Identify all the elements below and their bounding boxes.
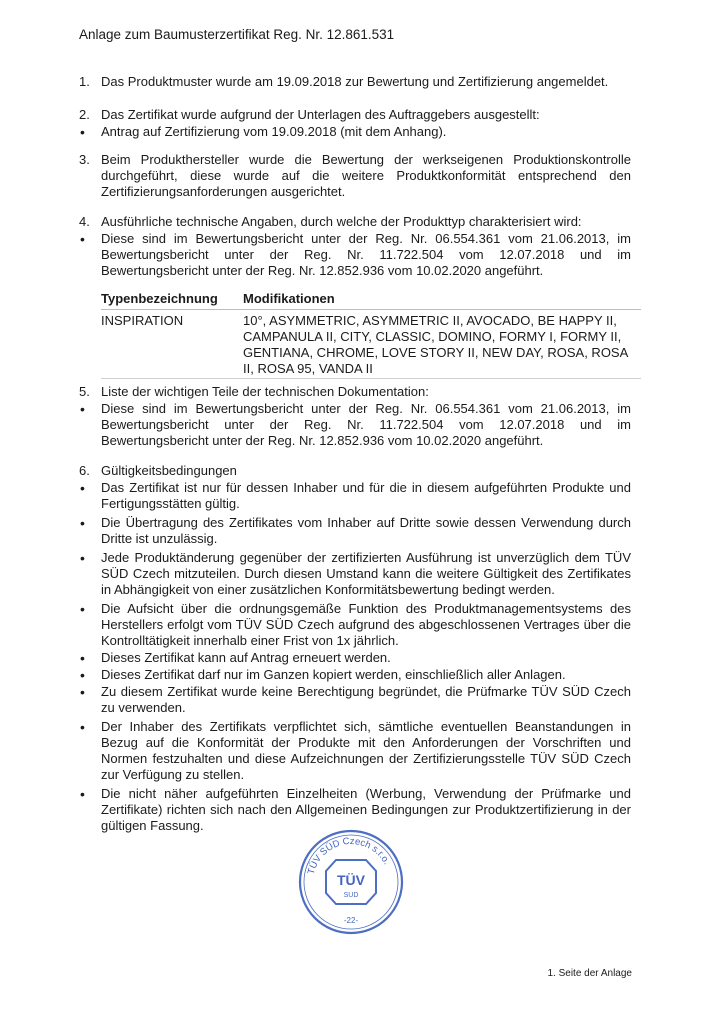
section-text: Liste der wichtigen Teile der technischen Dokumentation:	[101, 384, 429, 399]
section-number: 3.	[79, 152, 90, 167]
bullet-item: • Dieses Zertifikat darf nur im Ganzen kopiert werden, einschließlich aller Anlagen.	[79, 667, 631, 683]
stamp-logo-bottom: SÜD	[343, 892, 359, 899]
bullet-item: • Zu diesem Zertifikat wurde keine Berechtigung begründet, die Prüfmarke TÜV SÜD Czech zu verwenden.	[79, 684, 631, 716]
stamp-logo-top: TÜV	[337, 872, 365, 888]
section-text: Ausführliche technische Angaben, durch welche der Produkttyp charakterisiert wird:	[101, 214, 582, 229]
section-text: Das Zertifikat wurde aufgrund der Unterlagen des Auftraggebers ausgestellt:	[101, 107, 540, 122]
bullet-item: • Diese sind im Bewertungsbericht unter der Reg. Nr. 06.554.361 vom 21.06.2013, im Bewertungsbericht unter der Reg. Nr. 11.722.504 vom 12.07.2018 und im Bewertungsbericht unter der Reg. Nr. 12.852.936 vom 10.02.2020 angeführt.	[79, 231, 631, 279]
bullet-item: • Diese sind im Bewertungsbericht unter der Reg. Nr. 06.554.361 vom 21.06.2013, im Bewertungsbericht unter der Reg. Nr. 11.722.504 vom 12.07.2018 und im Bewertungsbericht unter der Reg. Nr. 12.852.936 vom 10.02.2020 angeführt.	[79, 401, 631, 449]
section-text: Das Produktmuster wurde am 19.09.2018 zur Bewertung und Zertifizierung angemeldet.	[101, 74, 609, 89]
page-label: 1. Seite der Anlage	[547, 968, 632, 979]
document-header: Anlage zum Baumusterzertifikat Reg. Nr. 12.861.531	[79, 27, 395, 42]
modifications-table	[101, 288, 641, 379]
table-header-cell: Typenbezeichnung	[101, 288, 243, 310]
bullet-item: • Antrag auf Zertifizierung vom 19.09.2018 (mit dem Anhang).	[79, 124, 631, 140]
section-2	[79, 107, 631, 140]
bullet-item: • Jede Produktänderung gegenüber der zertifizierten Ausführung ist unverzüglich dem TÜV SÜD Czech mitzuteilen. Durch diesen Umstand kann die weitere Gültigkeit des Zertifikates in Abhängigkeit von einer zusätzlichen Konformitätsbewertung bedingt werden.	[79, 550, 631, 598]
bullet-item: • Die nicht näher aufgeführten Einzelheiten (Werbung, Verwendung der Prüfmarke und Zertifikate) richten sich nach den Allgemeinen Bedingungen zur Produktzertifizierung in der gültigen Fassung.	[79, 786, 631, 834]
tuv-sud-stamp	[296, 827, 406, 937]
section-number: 5.	[79, 384, 90, 399]
table-row	[101, 310, 641, 379]
section-3	[79, 152, 631, 200]
type-cell: INSPIRATION	[101, 310, 243, 379]
section-number: 4.	[79, 214, 90, 229]
bullet-item: • Die Übertragung des Zertifikates vom Inhaber auf Dritte sowie dessen Verwendung durch Dritte ist unzulässig.	[79, 515, 631, 547]
bullet-item: • Das Zertifikat ist nur für dessen Inhaber und für die in diesem aufgeführten Produkte und Fertigungsstätten gültig.	[79, 480, 631, 512]
table-header-cell: Modifikationen	[243, 288, 641, 310]
bullet-item: • Dieses Zertifikat kann auf Antrag erneuert werden.	[79, 650, 631, 666]
stamp-number: -22-	[343, 916, 359, 925]
section-1	[79, 74, 631, 90]
bullet-item: • Der Inhaber des Zertifikats verpflichtet sich, sämtliche eventuellen Beanstandungen in Bezug auf die Konformität der Produkte mit den Anforderungen der Vorschriften und Normen festzuhalten und diese Aufzeichnungen der Zertifizierungsstelle TÜV SÜD Czech zur Verfügung zu stellen.	[79, 719, 631, 783]
modifications-cell: 10°, ASYMMETRIC, ASYMMETRIC II, AVOCADO, BE HAPPY II, CAMPANULA II, CITY, CLASSIC, DOMINO, FORMY I, FORMY II, GENTIANA, CHROME, LOVE STORY II, NEW DAY, ROSA, ROSA II, ROSA 95, VANDA II	[243, 310, 641, 379]
section-number: 2.	[79, 107, 90, 122]
section-5	[79, 384, 631, 449]
section-number: 6.	[79, 463, 90, 478]
bullet-item: • Die Aufsicht über die ordnungsgemäße Funktion des Produktmanagementsystems des Herstellers erfolgt vom TÜV SÜD Czech aufgrund des abgeschlossenen Vertrages über die Kontrolltätigkeit innerhalb einer Frist von 1x jährlich.	[79, 601, 631, 649]
section-6	[79, 463, 631, 834]
section-text: Beim Produkthersteller wurde die Bewertung der werkseigenen Produktionskontrolle durchgeführt, diese wurde auf die weitere Produktkonformität entsprechend den Zertifizierungsanforderungen ausgerichtet.	[101, 152, 631, 199]
section-number: 1.	[79, 74, 90, 89]
stamp-ring-text: TÜV SÜD Czech s.r.o.	[305, 835, 393, 876]
section-text: Gültigkeitsbedingungen	[101, 463, 237, 478]
section-4	[79, 214, 631, 379]
table-header-row	[101, 288, 641, 310]
